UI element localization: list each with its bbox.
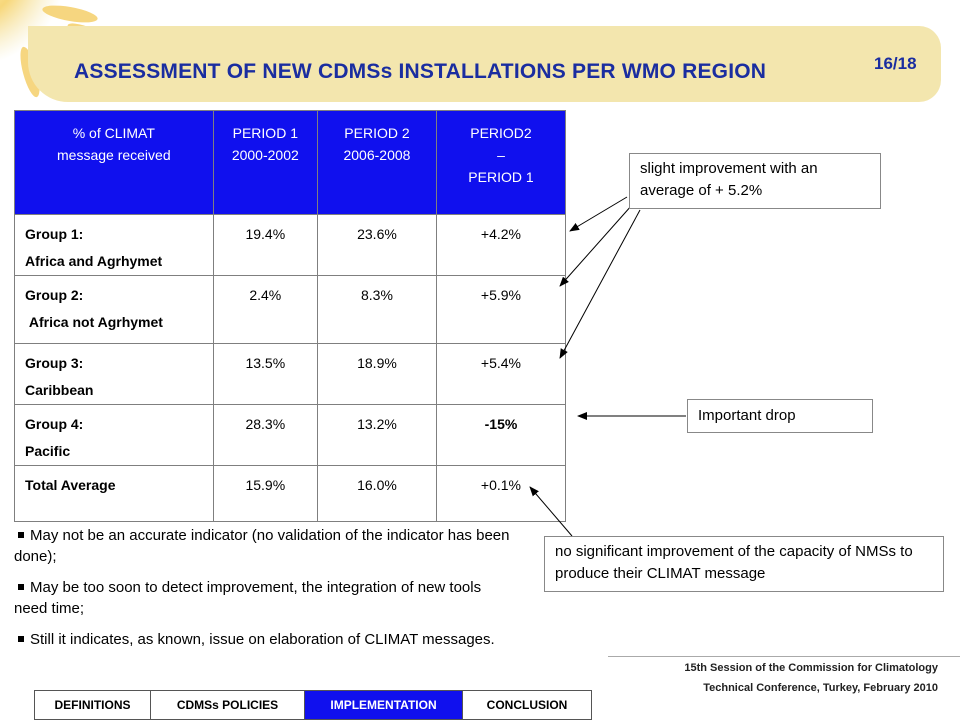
nav-cdmss-policies[interactable]: CDMSs POLICIES bbox=[150, 690, 304, 720]
period-1-value: 2.4% bbox=[213, 276, 317, 344]
list-item: May be too soon to detect improvement, the integration of new tools need time; bbox=[14, 579, 482, 617]
period-2-value: 8.3% bbox=[317, 276, 436, 344]
drop-callout: Important drop bbox=[687, 399, 873, 433]
difference-value: +5.9% bbox=[436, 276, 565, 344]
group-label: Total Average bbox=[15, 466, 214, 522]
list-item: May not be an accurate indicator (no validation of the indicator has been done); bbox=[14, 527, 510, 565]
header-period-2: PERIOD 2 2006-2008 bbox=[317, 111, 436, 215]
nav-conclusion[interactable]: CONCLUSION bbox=[462, 690, 592, 720]
list-item: Still it indicates, as known, issue on elaboration of CLIMAT messages. bbox=[14, 629, 514, 650]
footer-divider bbox=[608, 656, 960, 657]
group-label: Group 2: Africa not Agrhymet bbox=[15, 276, 214, 344]
period-1-value: 28.3% bbox=[213, 405, 317, 466]
period-2-value: 23.6% bbox=[317, 215, 436, 276]
difference-value: -15% bbox=[436, 405, 565, 466]
arrow-to-group-3 bbox=[560, 210, 640, 358]
table-header-row bbox=[15, 111, 566, 215]
bullet-list bbox=[14, 525, 514, 660]
arrow-to-group-1 bbox=[570, 197, 627, 231]
period-2-value: 13.2% bbox=[317, 405, 436, 466]
page-title: ASSESSMENT OF NEW CDMSs INSTALLATIONS PER WMO REGION bbox=[74, 60, 767, 83]
header-period-1: PERIOD 1 2000-2002 bbox=[213, 111, 317, 215]
table-row bbox=[15, 466, 566, 522]
table-row bbox=[15, 405, 566, 466]
period-1-value: 15.9% bbox=[213, 466, 317, 522]
bullet-square-icon bbox=[18, 532, 24, 538]
period-1-value: 13.5% bbox=[213, 344, 317, 405]
section-nav bbox=[34, 690, 592, 720]
period-2-value: 16.0% bbox=[317, 466, 436, 522]
climat-table bbox=[14, 110, 566, 522]
table-row bbox=[15, 215, 566, 276]
group-label: Group 3: Caribbean bbox=[15, 344, 214, 405]
footer bbox=[684, 658, 938, 698]
table-row bbox=[15, 276, 566, 344]
nav-implementation[interactable]: IMPLEMENTATION bbox=[304, 690, 462, 720]
improvement-callout: slight improvement with an average of + 5.2% bbox=[629, 153, 881, 209]
no-improvement-callout: no significant improvement of the capacity of NMSs to produce their CLIMAT message bbox=[544, 536, 944, 592]
page-number: 16/18 bbox=[874, 54, 917, 73]
difference-value: +4.2% bbox=[436, 215, 565, 276]
difference-value: +5.4% bbox=[436, 344, 565, 405]
arrow-to-group-2 bbox=[560, 205, 632, 286]
table-row bbox=[15, 344, 566, 405]
difference-value: +0.1% bbox=[436, 466, 565, 522]
footer-line-2: Technical Conference, Turkey, February 2010 bbox=[703, 682, 938, 694]
group-label: Group 1: Africa and Agrhymet bbox=[15, 215, 214, 276]
header-difference: PERIOD2 – PERIOD 1 bbox=[436, 111, 565, 215]
period-2-value: 18.9% bbox=[317, 344, 436, 405]
nav-definitions[interactable]: DEFINITIONS bbox=[34, 690, 150, 720]
header-climat-received: % of CLIMAT message received bbox=[15, 111, 214, 215]
bullet-square-icon bbox=[18, 584, 24, 590]
group-label: Group 4: Pacific bbox=[15, 405, 214, 466]
bullet-square-icon bbox=[18, 636, 24, 642]
footer-line-1: 15th Session of the Commission for Climatology bbox=[684, 662, 938, 674]
period-1-value: 19.4% bbox=[213, 215, 317, 276]
